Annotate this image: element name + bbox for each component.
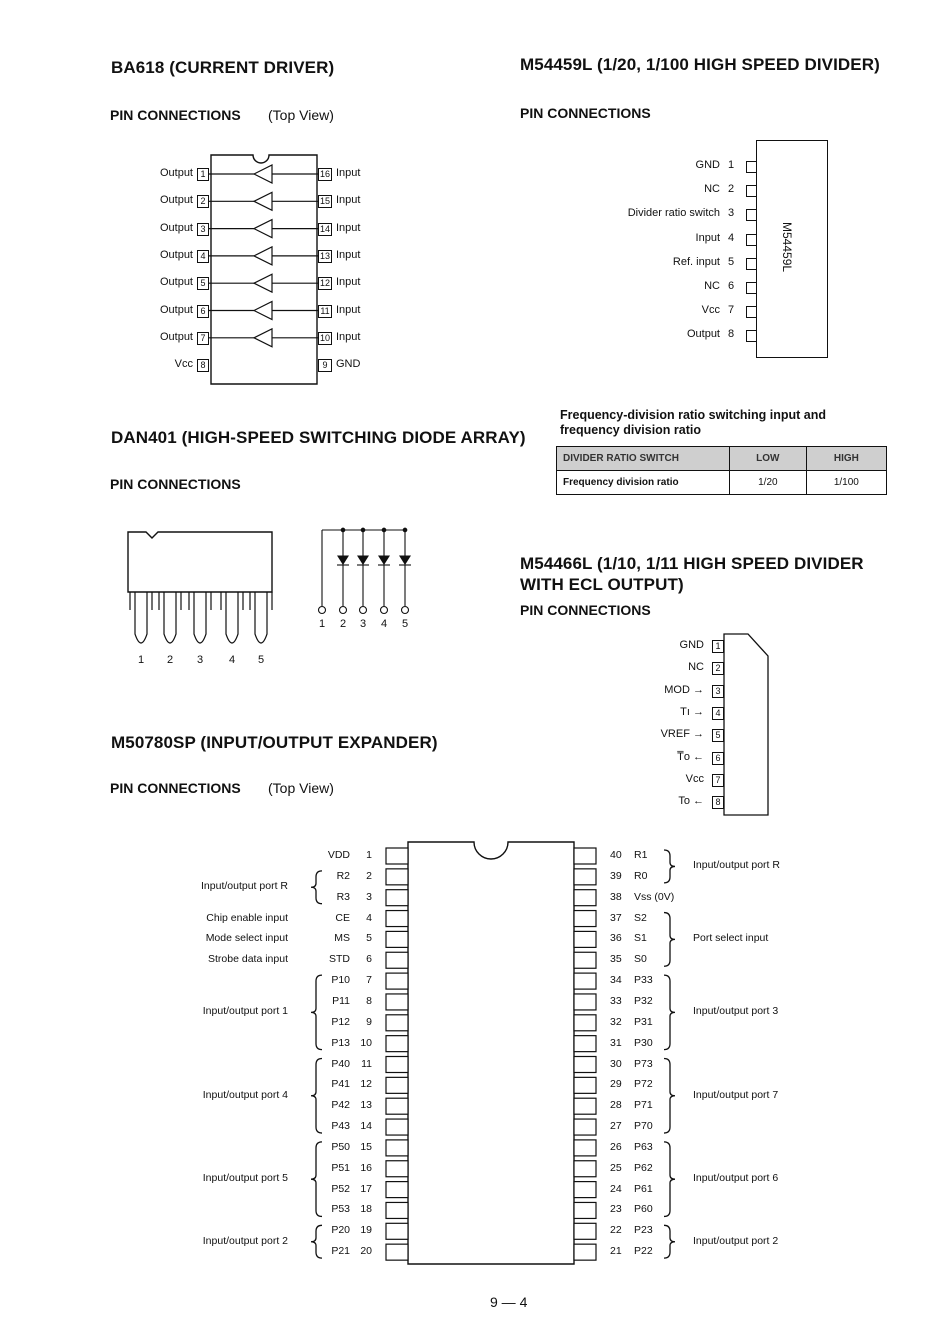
m50780sp-right-pin-number: 21 <box>610 1245 622 1258</box>
ba618-right-pin-label: Input <box>336 248 361 261</box>
m50780sp-left-pin-pad <box>386 1140 408 1156</box>
m50780sp-left-pin-label: P50 <box>331 1140 350 1153</box>
m50780sp-left-pin-number: 11 <box>361 1057 372 1070</box>
m50780sp-left-pin-number: 1 <box>366 849 372 861</box>
m50780sp-right-pin-label: R0 <box>634 869 648 882</box>
m50780sp-left-pin-label: P52 <box>331 1182 350 1195</box>
m50780sp-right-group-label: Input/output port R <box>693 859 780 872</box>
m50780sp-right-pin-number: 30 <box>610 1057 622 1070</box>
dan401-title: DAN401 (HIGH-SPEED SWITCHING DIODE ARRAY) <box>111 428 526 447</box>
m50780sp-right-pin-label: P60 <box>634 1203 653 1216</box>
m54466l-pin-number: 2 <box>712 662 724 675</box>
m50780sp-left-pin-pad <box>386 1015 408 1031</box>
ba618-right-pin-number: 11 <box>318 305 332 318</box>
caption-line-1: Frequency-division ratio switching input and <box>560 408 826 422</box>
m50780sp-right-pin-pad <box>574 931 596 947</box>
m54466l-pin-label: NC <box>688 661 704 674</box>
dan401-schematic-pin-number: 4 <box>381 618 388 630</box>
dan401-schematic-pin-number: 3 <box>360 618 367 630</box>
ba618-left-pin-label: Output <box>159 330 193 343</box>
m50780sp-right-pin-pad <box>574 1015 596 1031</box>
m50780sp-right-pin-label: P33 <box>634 974 653 987</box>
ba618-left-pin-label: Output <box>159 303 193 316</box>
m50780sp-left-pin-label: MS <box>334 932 350 945</box>
m50780sp-right-pin-pad <box>574 1077 596 1093</box>
m50780sp-left-group-label: Input/output port R <box>201 880 288 893</box>
ba618-right-pin-number: 9 <box>318 359 332 372</box>
ba618-pin-heading: PIN CONNECTIONS <box>110 107 241 123</box>
m50780sp-left-pin-pad <box>386 911 408 927</box>
m50780sp-right-pin-pad <box>574 869 596 885</box>
dan401-package-pin-number: 4 <box>229 654 236 666</box>
m50780sp-right-pin-number: 38 <box>610 890 622 903</box>
m50780sp-right-pin-label: Vss (0V) <box>634 890 675 903</box>
m50780sp-right-pin-pad <box>574 1057 596 1073</box>
ba618-right-pin-label: Input <box>336 221 361 234</box>
m50780sp-left-pin-number: 13 <box>360 1099 372 1112</box>
m54466l-pin-number: 6 <box>712 752 724 765</box>
m50780sp-right-pin-number: 31 <box>610 1036 622 1049</box>
m50780sp-right-pin-number: 24 <box>610 1182 622 1195</box>
m50780sp-right-brace <box>664 1225 675 1258</box>
m50780sp-left-pin-number: 3 <box>366 890 372 903</box>
m54466l-pin-heading: PIN CONNECTIONS <box>520 602 651 618</box>
m50780sp-left-pin-label: P12 <box>331 1015 350 1028</box>
page-number: 9 — 4 <box>490 1294 528 1310</box>
ba618-right-pin-number: 13 <box>319 250 330 261</box>
m54459l-pin-heading: PIN CONNECTIONS <box>520 105 651 121</box>
m50780sp-right-pin-label: P70 <box>634 1120 653 1133</box>
ba618-right-pin-label: Input <box>336 167 361 179</box>
m50780sp-right-pin-label: P22 <box>634 1245 653 1258</box>
m50780sp-left-pin-pad <box>386 994 408 1010</box>
m50780sp-right-pin-pad <box>574 848 596 864</box>
m54466l-pin-label: GND <box>679 639 704 651</box>
m54459l-chip-label: M54459L <box>780 222 794 273</box>
m50780sp-right-pin-pad <box>574 952 596 968</box>
m50780sp-right-pin-number: 32 <box>610 1015 622 1028</box>
m50780sp-left-pin-pad <box>386 1182 408 1198</box>
m50780sp-right-pin-number: 25 <box>610 1161 622 1174</box>
m50780sp-right-pin-label: S1 <box>634 932 647 945</box>
caption-line-2: frequency division ratio <box>560 423 702 437</box>
m50780sp-right-pin-label: P72 <box>634 1078 653 1091</box>
m50780sp-right-group-label: Port select input <box>693 932 769 945</box>
m50780sp-left-pin-pad <box>386 973 408 989</box>
ba618-view-note: (Top View) <box>268 107 334 123</box>
m50780sp-left-pin-pad <box>386 1202 408 1218</box>
m54466l-pin-label: Vcc <box>685 772 704 785</box>
m50780sp-right-group-label: Input/output port 3 <box>693 1005 779 1018</box>
m54459l-pin-number: 5 <box>728 255 735 268</box>
m54466l-pin-number: 8 <box>712 796 724 809</box>
ba618-left-pin-label: Output <box>159 248 193 261</box>
ba618-left-pin-label: Output <box>159 276 193 289</box>
m50780sp-right-brace <box>664 1059 675 1134</box>
m54459l-pin-number: 8 <box>728 328 735 341</box>
m50780sp-left-pin-number: 6 <box>366 953 372 966</box>
m50780sp-left-pin-pad <box>386 848 408 864</box>
m50780sp-title: M50780SP (INPUT/OUTPUT EXPANDER) <box>111 733 438 752</box>
ba618-right-pin-number: 14 <box>319 223 330 234</box>
m50780sp-right-pin-pad <box>574 1140 596 1156</box>
m50780sp-left-pin-label: P11 <box>332 994 350 1007</box>
ba618-left-pin-label: Output <box>159 167 193 179</box>
m50780sp-left-group-label: Input/output port 2 <box>202 1234 288 1247</box>
table-header-cell: LOW <box>730 447 807 471</box>
m50780sp-left-pin-label: P53 <box>331 1203 350 1216</box>
ba618-right-pin-label: Input <box>336 276 361 289</box>
m50780sp-left-pin-label: R2 <box>336 869 350 882</box>
m50780sp-left-pin-number: 20 <box>360 1245 372 1258</box>
m50780sp-left-pin-pad <box>386 1161 408 1177</box>
m54459l-pin-label: Ref. input <box>672 255 720 268</box>
ba618-right-pin-number: 10 <box>319 332 330 343</box>
dan401-pin-heading: PIN CONNECTIONS <box>110 476 241 492</box>
m50780sp-left-pin-label: P13 <box>331 1036 350 1049</box>
m50780sp-right-pin-label: P32 <box>634 994 653 1007</box>
m50780sp-left-pin-label: R3 <box>336 890 350 903</box>
m50780sp-right-pin-number: 29 <box>610 1078 622 1091</box>
m50780sp-left-pin-number: 19 <box>360 1224 372 1237</box>
m50780sp-right-pin-number: 23 <box>610 1203 622 1216</box>
m50780sp-right-pin-pad <box>574 911 596 927</box>
m54459l-pin-number: 1 <box>728 159 735 171</box>
m50780sp-right-pin-number: 27 <box>610 1120 622 1133</box>
m50780sp-left-pin-label: P51 <box>331 1161 350 1174</box>
m54459l-pin-number: 6 <box>728 280 735 292</box>
m50780sp-left-pin-number: 9 <box>366 1015 372 1028</box>
m50780sp-right-brace <box>664 850 675 883</box>
dan401-schematic-pin-number: 1 <box>319 618 326 630</box>
title-line-1: M54466L (1/10, 1/11 HIGH SPEED DIVIDER <box>520 554 864 573</box>
m50780sp-left-pin-number: 2 <box>366 869 372 882</box>
m50780sp-pin-heading: PIN CONNECTIONS <box>110 780 241 796</box>
m50780sp-left-pin-pad <box>386 1098 408 1114</box>
m50780sp-left-pin-number: 4 <box>366 911 372 924</box>
m50780sp-left-pin-pad <box>386 1057 408 1073</box>
m50780sp-right-pin-number: 39 <box>610 869 622 882</box>
m50780sp-right-brace <box>664 913 675 967</box>
m54459l-pin-label: NC <box>704 280 720 292</box>
table-cell: 1/20 <box>730 471 807 495</box>
m54466l-pin-number: 1 <box>712 640 724 653</box>
m54459l-pin-number: 4 <box>728 231 735 244</box>
table-cell: Frequency division ratio <box>557 471 730 495</box>
ba618-left-pin-number: 7 <box>197 332 209 345</box>
dan401-package-pin-number: 1 <box>138 654 145 666</box>
m50780sp-right-pin-number: 28 <box>610 1099 622 1112</box>
dan401-schematic-pin-number: 2 <box>340 618 347 630</box>
m54459l-pin-label: Output <box>686 328 720 341</box>
m50780sp-left-pin-label: P21 <box>331 1245 350 1258</box>
m50780sp-left-pin-pad <box>386 869 408 885</box>
m50780sp-right-pin-pad <box>574 1098 596 1114</box>
m50780sp-right-pin-label: P31 <box>634 1015 653 1028</box>
m50780sp-left-pin-pad <box>386 952 408 968</box>
ba618-left-pin-number: 6 <box>197 305 209 318</box>
ba618-right-pin-number: 12 <box>319 278 330 289</box>
m50780sp-left-pin-pad <box>386 931 408 947</box>
m50780sp-right-pin-number: 34 <box>610 974 622 987</box>
table-cell: 1/100 <box>806 471 886 495</box>
m50780sp-right-pin-label: P23 <box>634 1224 653 1237</box>
ba618-right-pin-label: Input <box>336 194 361 207</box>
ba618-right-pin-number: 15 <box>319 196 330 207</box>
dan401-package-pin-number: 5 <box>258 654 265 666</box>
m50780sp-left-pin-label: P10 <box>331 974 350 987</box>
m54459l-pin-label: Input <box>695 231 720 244</box>
m54459l-pin-number: 7 <box>728 304 735 317</box>
dan401-package-pin-number: 2 <box>167 654 174 666</box>
ba618-left-pin-label: Vcc <box>174 358 193 371</box>
m50780sp-right-pin-label: S2 <box>634 911 647 924</box>
m54459l-pin-label: NC <box>704 183 720 196</box>
m54459l-pin-number: 3 <box>728 207 735 220</box>
m50780sp-left-group-label: Chip enable input <box>206 911 288 924</box>
m50780sp-left-group-label: Mode select input <box>205 932 288 945</box>
m50780sp-right-pin-label: S0 <box>634 953 647 966</box>
m50780sp-left-pin-pad <box>386 1244 408 1260</box>
m54459l-pin-label: GND <box>695 159 720 171</box>
m50780sp-right-pin-label: P73 <box>634 1057 653 1070</box>
dan401-package-pin-number: 3 <box>197 654 204 666</box>
m50780sp-left-pin-number: 18 <box>360 1203 372 1216</box>
m50780sp-right-pin-label: P61 <box>634 1182 653 1195</box>
m50780sp-right-group-label: Input/output port 6 <box>693 1172 779 1185</box>
ba618-left-pin-number: 5 <box>197 277 209 290</box>
m50780sp-right-pin-pad <box>574 994 596 1010</box>
m54466l-pin-label: To ← <box>678 795 704 808</box>
m50780sp-left-pin-number: 16 <box>360 1161 372 1174</box>
m50780sp-left-pin-label: P42 <box>331 1099 350 1112</box>
m50780sp-left-pin-label: P20 <box>331 1224 350 1237</box>
m54459l-pin-number: 2 <box>728 183 735 196</box>
m50780sp-left-pin-pad <box>386 1077 408 1093</box>
m50780sp-right-brace <box>664 975 675 1050</box>
m50780sp-right-pin-label: P62 <box>634 1161 653 1174</box>
m50780sp-left-pin-number: 10 <box>360 1036 372 1049</box>
m50780sp-right-pin-pad <box>574 1202 596 1218</box>
table-header-cell: DIVIDER RATIO SWITCH <box>557 447 730 471</box>
m50780sp-left-pin-pad <box>386 1036 408 1052</box>
m50780sp-right-pin-label: P30 <box>634 1036 653 1049</box>
m50780sp-left-pin-label: P41 <box>331 1078 350 1091</box>
m50780sp-right-pin-pad <box>574 1223 596 1239</box>
m50780sp-left-pin-number: 12 <box>360 1078 372 1091</box>
ba618-title: BA618 (CURRENT DRIVER) <box>111 58 335 77</box>
m50780sp-left-pin-label: VDD <box>327 849 350 861</box>
m50780sp-left-pin-pad <box>386 1119 408 1135</box>
ba618-right-pin-label: Input <box>336 330 361 343</box>
ba618-right-pin-label: Input <box>336 303 361 316</box>
m50780sp-right-pin-number: 26 <box>610 1140 622 1153</box>
m54466l-pin-label: MOD → <box>664 683 704 696</box>
m50780sp-right-pin-pad <box>574 1244 596 1260</box>
m50780sp-right-pin-pad <box>574 1119 596 1135</box>
m50780sp-right-pin-number: 40 <box>610 849 622 861</box>
m50780sp-right-pin-number: 37 <box>610 911 622 924</box>
m50780sp-left-group-label: Strobe data input <box>208 953 288 966</box>
ba618-left-pin-label: Output <box>159 221 193 234</box>
m54459l-pin-label: Vcc <box>701 304 720 317</box>
m50780sp-right-pin-pad <box>574 1182 596 1198</box>
m50780sp-right-pin-number: 22 <box>610 1224 622 1237</box>
m54466l-pin-label: Tı → <box>680 705 704 718</box>
ba618-left-pin-number: 8 <box>197 359 209 372</box>
m54466l-pin-number: 5 <box>712 729 724 742</box>
m50780sp-right-pin-number: 36 <box>610 932 622 945</box>
m50780sp-left-pin-pad <box>386 1223 408 1239</box>
ba618-left-pin-label: Output <box>159 194 193 207</box>
dan401-schematic-pin-number: 5 <box>402 618 409 630</box>
m50780sp-left-pin-number: 14 <box>360 1120 372 1133</box>
m50780sp-right-pin-number: 33 <box>610 994 622 1007</box>
ba618-right-pin-label: GND <box>336 358 361 371</box>
m50780sp-right-pin-label: P71 <box>634 1099 653 1112</box>
m50780sp-left-group-label: Input/output port 5 <box>202 1172 288 1185</box>
m50780sp-right-pin-pad <box>574 1161 596 1177</box>
title-line-2: WITH ECL OUTPUT) <box>520 575 684 594</box>
m50780sp-left-pin-label: P40 <box>331 1057 350 1070</box>
m50780sp-right-group-label: Input/output port 7 <box>693 1088 779 1101</box>
m50780sp-left-pin-number: 5 <box>366 932 372 945</box>
m50780sp-left-pin-label: STD <box>329 953 350 966</box>
m54466l-pin-number: 7 <box>712 774 724 787</box>
m54459l-pin-label: Divider ratio switch <box>627 207 720 220</box>
m50780sp-left-pin-number: 7 <box>366 974 372 987</box>
m54466l-pin-label: VREF → <box>660 728 704 741</box>
m50780sp-left-group-label: Input/output port 1 <box>202 1005 288 1018</box>
table-header-cell: HIGH <box>806 447 886 471</box>
m50780sp-view-note: (Top View) <box>268 780 334 796</box>
m54459l-title: M54459L (1/20, 1/100 HIGH SPEED DIVIDER) <box>520 55 880 74</box>
m50780sp-left-pin-label: CE <box>335 911 350 924</box>
m50780sp-left-pin-label: P43 <box>331 1120 350 1133</box>
m50780sp-left-pin-pad <box>386 890 408 906</box>
m54466l-pin-label: T̅o ← <box>677 750 704 763</box>
ba618-left-pin-number: 4 <box>197 250 209 263</box>
m50780sp-right-pin-label: R1 <box>634 849 648 861</box>
ba618-left-pin-number: 2 <box>197 195 209 208</box>
ba618-left-pin-number: 1 <box>197 168 209 181</box>
m50780sp-right-group-label: Input/output port 2 <box>693 1234 779 1247</box>
m50780sp-left-pin-number: 8 <box>366 994 372 1007</box>
m50780sp-right-pin-number: 35 <box>610 953 622 966</box>
m50780sp-right-pin-pad <box>574 890 596 906</box>
m50780sp-right-pin-pad <box>574 1036 596 1052</box>
ba618-left-pin-number: 3 <box>197 223 209 236</box>
m54466l-pin-number: 3 <box>712 685 724 698</box>
m50780sp-right-pin-pad <box>574 973 596 989</box>
m50780sp-right-brace <box>664 1142 675 1217</box>
m54466l-pin-number: 4 <box>712 707 724 720</box>
ba618-right-pin-number: 16 <box>319 169 330 179</box>
m50780sp-left-pin-number: 17 <box>360 1182 372 1195</box>
m50780sp-right-pin-label: P63 <box>634 1140 653 1153</box>
m50780sp-left-group-label: Input/output port 4 <box>202 1088 288 1101</box>
m50780sp-left-pin-number: 15 <box>360 1140 372 1153</box>
